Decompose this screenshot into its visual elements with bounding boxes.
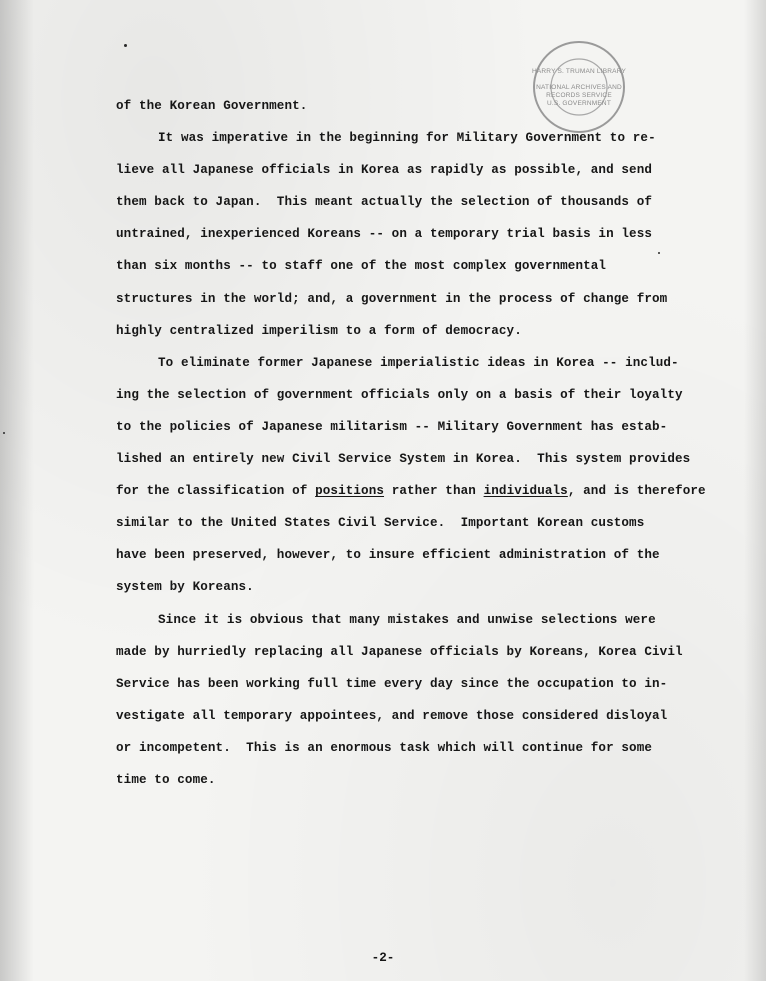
- stamp-ring-top-text: HARRY S. TRUMAN LIBRARY: [531, 68, 627, 75]
- underlined-word: individuals: [483, 484, 568, 499]
- text-line: structures in the world; and, a government in the process of change from: [116, 291, 668, 306]
- text-line: Service has been working full time every day since the occupation to in-: [116, 676, 668, 691]
- text-line: lieve all Japanese officials in Korea as rapidly as possible, and send: [116, 163, 653, 178]
- text-line: for the classification of positions rather than individuals, and is therefore: [116, 484, 706, 499]
- text-line: untrained, inexperienced Koreans -- on a temporary trial basis in less: [116, 227, 653, 242]
- text-line: have been preserved, however, to insure efficient administration of the: [116, 548, 660, 563]
- text-line: Since it is obvious that many mistakes and unwise selections were: [158, 612, 656, 627]
- page-number: -2-: [371, 951, 395, 965]
- text-line: ing the selection of government officials only on a basis of their loyalty: [116, 387, 683, 402]
- text-line: than six months -- to staff one of the most complex governmental: [116, 259, 607, 274]
- text-line: vestigate all temporary appointees, and remove those considered disloyal: [116, 708, 668, 723]
- ink-speck: [124, 44, 127, 47]
- underlined-word: positions: [315, 484, 385, 499]
- text-line: time to come.: [116, 772, 216, 787]
- left-edge-shadow: [0, 0, 34, 981]
- stamp-ring-bottom-text: U.S. GOVERNMENT: [546, 100, 612, 107]
- text-line: To eliminate former Japanese imperialistic ideas in Korea -- includ-: [158, 355, 679, 370]
- text-line: highly centralized imperilism to a form of democracy.: [116, 323, 522, 338]
- text-line: similar to the United States Civil Service. Important Korean customs: [116, 516, 645, 531]
- text-line: system by Koreans.: [116, 580, 254, 595]
- text-line: It was imperative in the beginning for Military Government to re-: [158, 131, 656, 146]
- text-line: or incompetent. This is an enormous task which will continue for some: [116, 740, 653, 755]
- text-line: made by hurriedly replacing all Japanese officials by Koreans, Korea Civil: [116, 644, 683, 659]
- text-line: of the Korean Government.: [116, 99, 308, 113]
- text-line: them back to Japan. This meant actually the selection of thousands of: [116, 195, 653, 210]
- document-body: [116, 90, 756, 796]
- ink-speck: [3, 432, 5, 434]
- stamp-center-text: NATIONAL ARCHIVES AND RECORDS SERVICE: [536, 84, 622, 99]
- text-line: to the policies of Japanese militarism -- Military Government has estab-: [116, 419, 668, 434]
- text-line: lished an entirely new Civil Service System in Korea. This system provides: [116, 452, 691, 467]
